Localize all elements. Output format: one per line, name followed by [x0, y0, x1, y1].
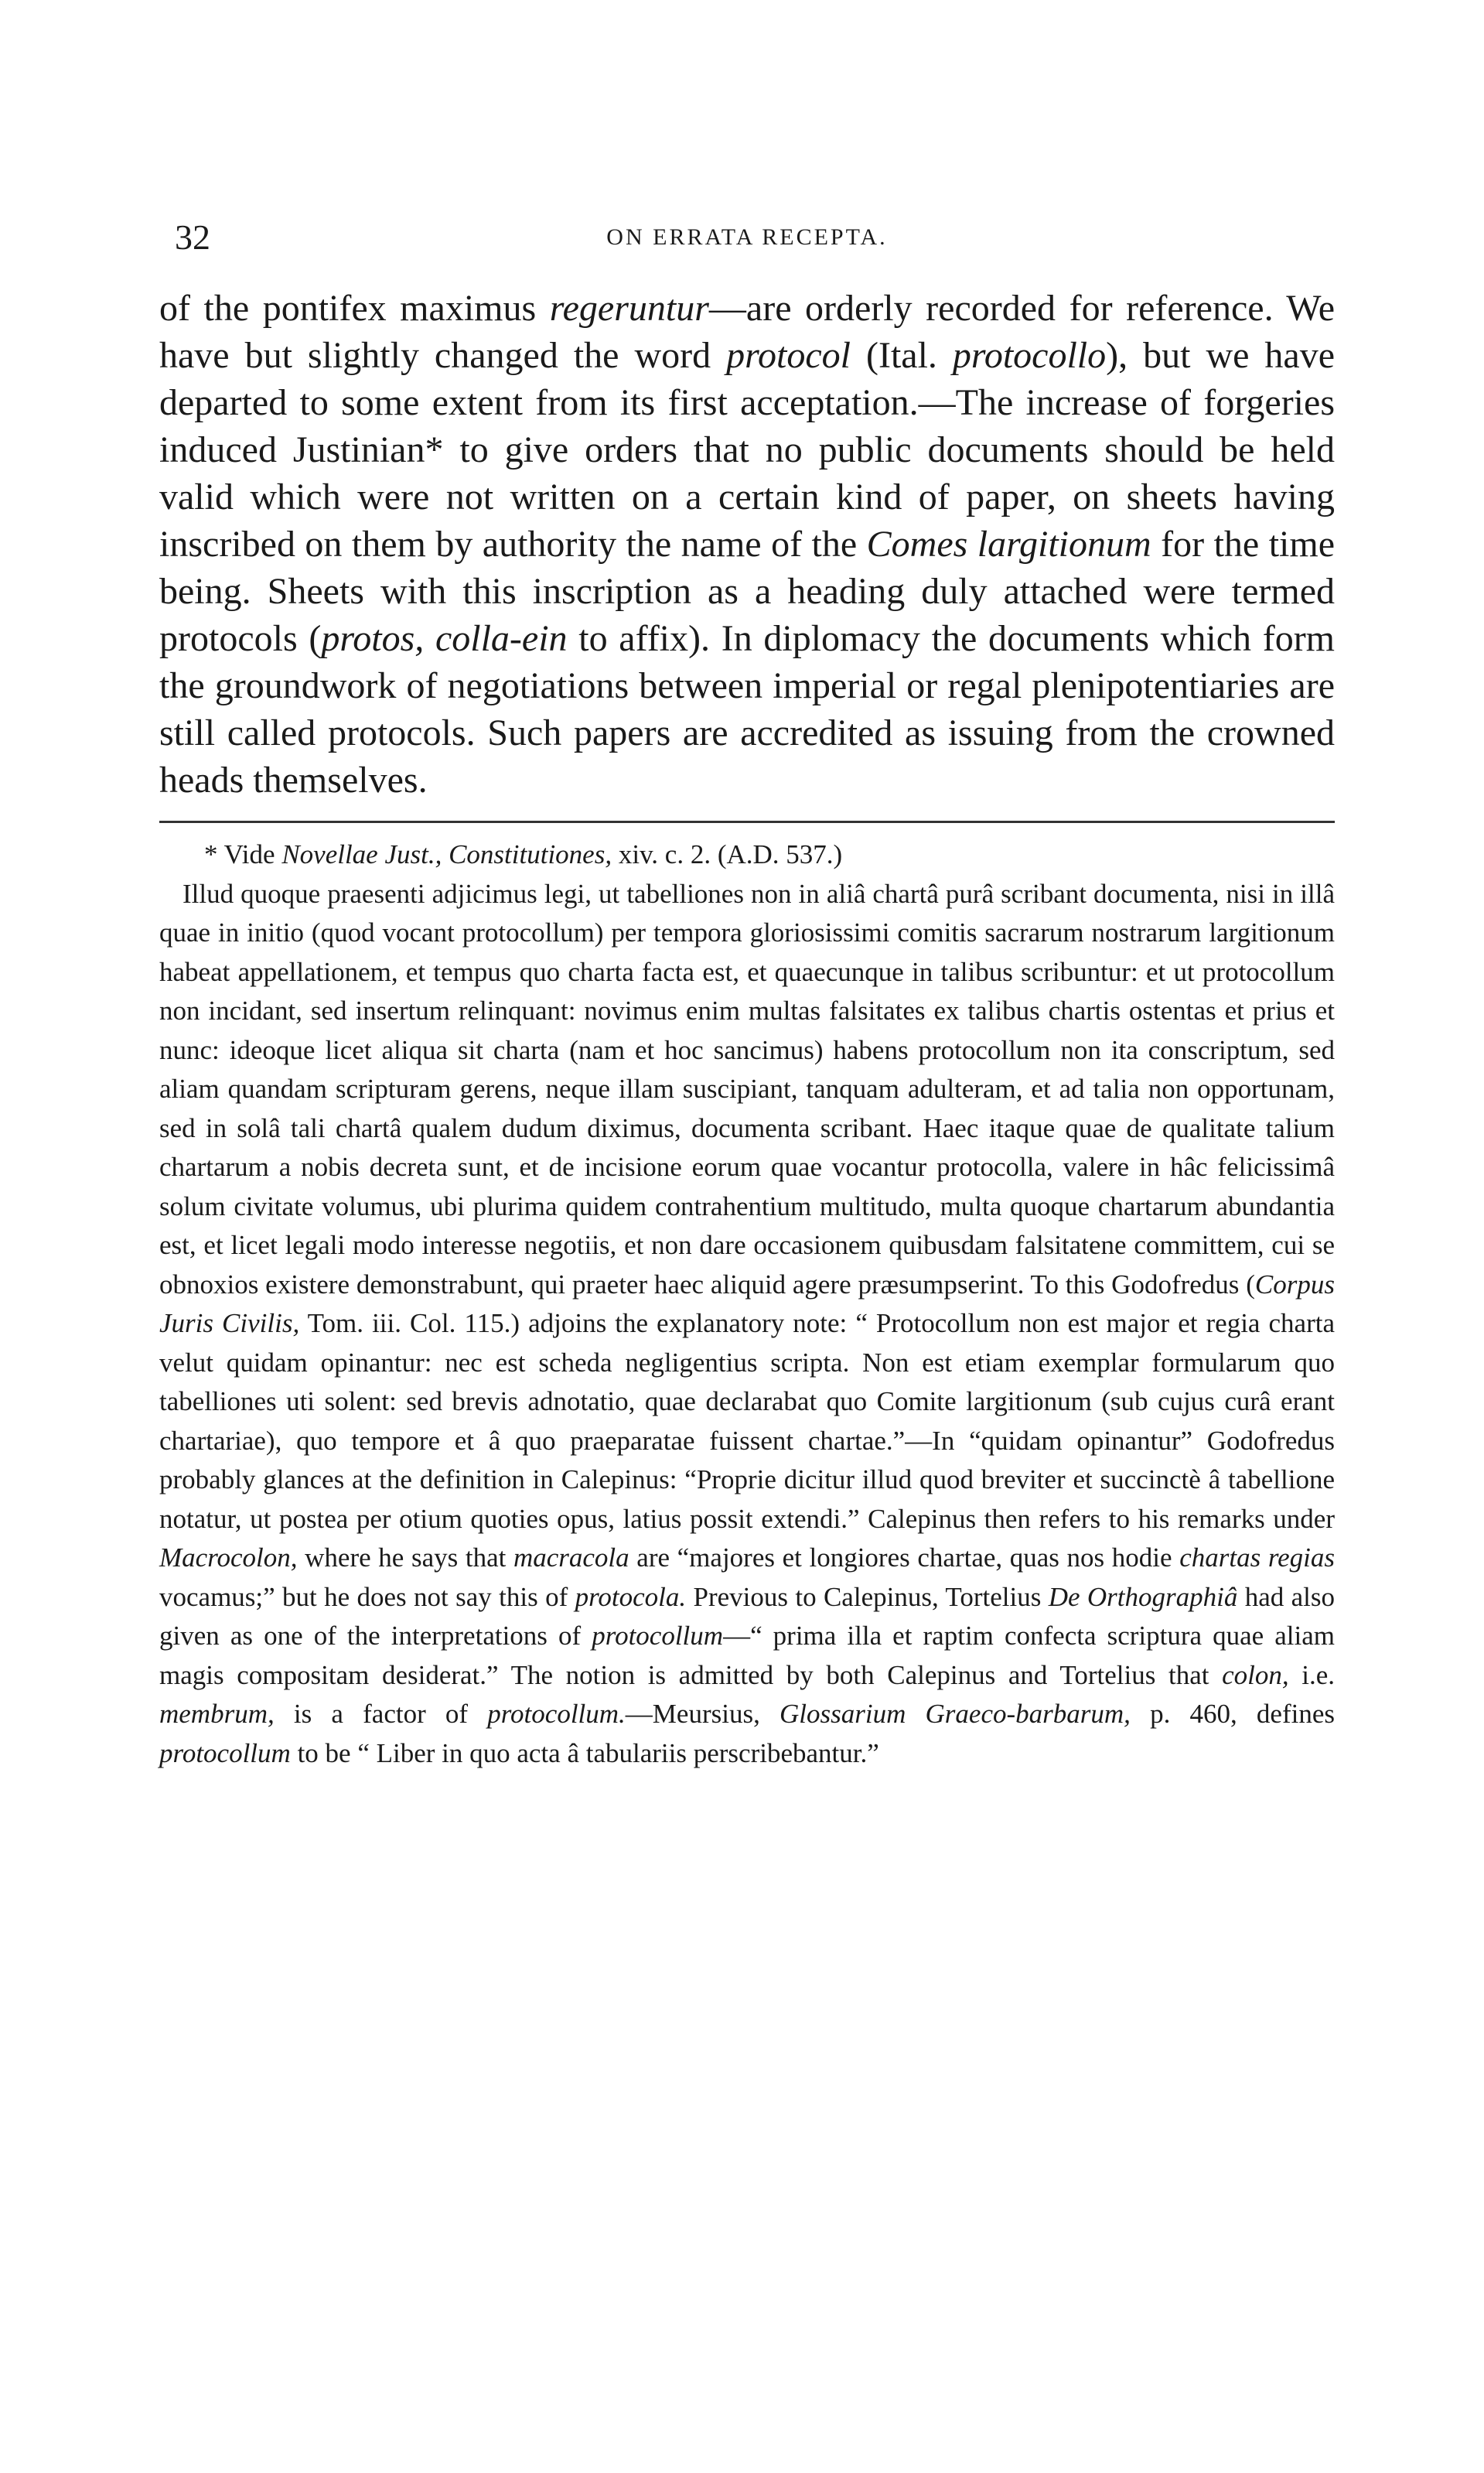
page-number: 32 — [175, 217, 210, 257]
footnote-divider — [159, 821, 1335, 823]
main-text — [159, 285, 1335, 804]
footnote-body: Illud quoque praesenti adjicimus legi, ut tabelliones non in aliâ chartâ purâ scribant documenta, nisi in illâ quae in initio (quod vocant protocollum) per tempora gloriosissimi comitis sacrarum nostrarum largitionum habeat appellationem, et tempus quo charta facta est, et quaecunque in talibus scribuntur: et ut protocollum non incidant, sed insertum relinquant: novimus enim multas falsitates ex talibus chartis ostentas et prius et nunc: ideoque licet aliqua sit charta (nam et hoc sancimus) habens protocollum non ita conscriptum, sed aliam quandam scripturam gerens, neque illam suscipiant, tanquam adulteram, et ad talia non opportunam, sed in solâ tali chartâ qualem dudum diximus, documenta scribant. Haec itaque quae de qualitate talium chartarum a nobis decreta sunt, et de incisione eorum quae vocantur protocolla, valere in hâc felicissimâ solum civitate volumus, ubi plurima quidem contrahentium multitudo, multa quoque chartarum abundantia est, et licet legali modo interesse negotiis, et non dare occasionem quibusdam falsitatene committem, cui se obnoxios existere demonstrabunt, qui praeter haec aliquid agere præsumpserint. To this Godofredus (Corpus Juris Civilis, Tom. iii. Col. 115.) adjoins the explanatory note: “ Protocollum non est major et regia charta velut quidam opinantur: nec est scheda negligentius scripta. Non est etiam exemplar formularum quo tabelliones uti solent: sed brevis adnotatio, quae declarabat quo Comite largitionum (sub cujus curâ erant chartariae), quo tempore et â quo praeparatae fuissent chartae.”—In “quidam opinantur” Godofredus probably glances at the definition in Calepinus: “Proprie dicitur illud quod breviter et succinctè â tabellione notatur, ut postea per otium quoties opus, latius possit extendi.” Calepinus then refers to his remarks under Macrocolon, where he says that macracola are “majores et longiores chartae, quas nos hodie chartas regias vocamus;” but he does not say this of protocola. Previous to Calepinus, Tortelius De Orthographiâ had also given as one of the interpretations of protocollum—“ prima illa et raptim confecta scriptura quae aliam magis compositam desiderat.” The notion is admitted by both Calepinus and Tortelius that colon, i.e. membrum, is a factor of protocollum.—Meursius, Glossarium Graeco-barbarum, p. 460, defines protocollum to be “ Liber in quo acta â tabulariis perscribebantur.” — [159, 878, 1336, 1768]
footnote — [159, 835, 1335, 1773]
body-paragraph: of the pontifex maximus regeruntur—are orderly recorded for reference. We have but slightly changed the word protocol (Ital. protocollo), but we have departed to some extent from its first acceptation.—The increase of forgeries induced Justinian* to give orders that no public documents should be held valid which were not written on a certain kind of paper, on sheets having inscribed on them by authority the name of the Comes largitionum for the time being. Sheets with this inscription as a heading duly attached were termed protocols (protos, colla-ein to affix). In diplomacy the documents which form the groundwork of negotiations between imperial or regal plenipotentiaries are still called protocols. Such papers are accredited as issuing from the crowned heads themselves. — [159, 288, 1336, 801]
page-header — [159, 217, 1335, 271]
footnote-reference: * Vide Novellae Just., Constitutiones, xiv. c. 2. (A.D. 537.) — [204, 839, 843, 869]
book-page — [159, 217, 1335, 1773]
running-head: ON ERRATA RECEPTA. — [606, 224, 888, 250]
